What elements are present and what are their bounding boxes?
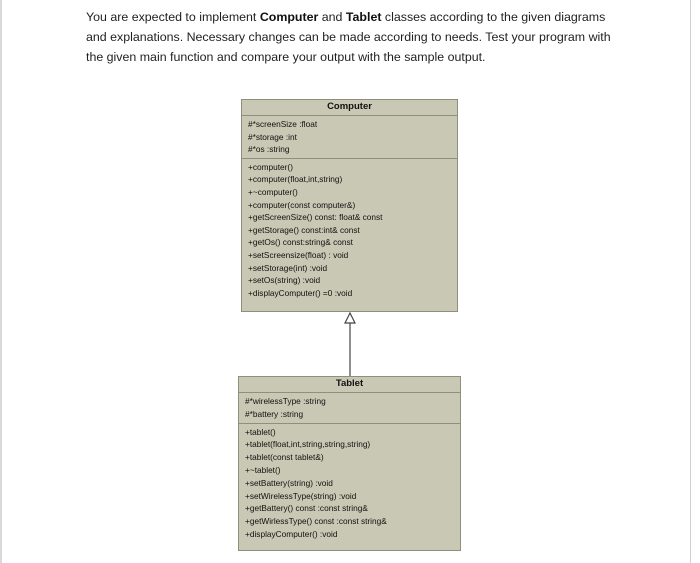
tablet-method: +displayComputer() :void — [245, 528, 338, 539]
computer-method: +getOs() const:string& const — [248, 237, 353, 248]
tablet-methods — [239, 424, 460, 541]
instructions-text: classes according to the given diagrams and explanations. Necessary changes can be made according to needs. Test your program with the given main function and compare your output with the sample output. — [86, 10, 611, 64]
computer-method: +setScreensize(float) : void — [248, 249, 349, 260]
tablet-class-name: Tablet — [239, 377, 460, 393]
tablet-method: +setWirelessType(string) :void — [245, 490, 357, 501]
tablet-method: +getWirlessType() const :const string& — [245, 516, 387, 527]
inheritance-arrow — [330, 312, 370, 376]
tablet-method: +~tablet() — [245, 464, 281, 475]
tablet-attribute: #*wirelessType :string — [245, 396, 326, 406]
computer-attribute: #*screenSize :float — [248, 119, 318, 129]
tablet-attributes — [239, 393, 460, 424]
class-name-emphasis: Tablet — [345, 10, 382, 24]
computer-attribute: #*storage :int — [248, 131, 297, 142]
computer-method: +~computer() — [248, 186, 298, 197]
computer-method: +computer(const computer&) — [248, 199, 356, 210]
computer-method: +computer(float,int,string) — [248, 174, 343, 185]
page-right-edge — [690, 0, 691, 563]
tablet-attribute: #*battery :string — [245, 408, 304, 419]
computer-attributes — [242, 116, 457, 159]
tablet-method: +getBattery() const :const string& — [245, 503, 368, 514]
computer-attribute: #*os :string — [248, 144, 290, 155]
computer-class-name: Computer — [242, 100, 457, 116]
instructions-text: You are expected to implement — [86, 10, 260, 24]
computer-method: +setStorage(int) :void — [248, 262, 328, 273]
instructions-paragraph — [86, 7, 626, 67]
tablet-method: +setBattery(string) :void — [245, 477, 333, 488]
page-left-edge — [0, 0, 2, 563]
computer-class-box — [241, 99, 458, 312]
tablet-method: +tablet(float,int,string,string,string) — [245, 439, 371, 450]
computer-method: +computer() — [248, 161, 293, 172]
computer-method: +displayComputer() =0 :void — [248, 287, 353, 298]
computer-method: +getScreenSize() const: float& const — [248, 212, 383, 223]
tablet-method: +tablet(const tablet&) — [245, 452, 324, 463]
class-name-emphasis: Computer — [259, 10, 319, 24]
inheritance-arrowhead — [345, 313, 355, 323]
computer-method: +setOs(string) :void — [248, 275, 321, 286]
instructions-text: and — [318, 10, 346, 24]
tablet-method: +tablet() — [245, 426, 276, 437]
computer-method: +getStorage() const:int& const — [248, 224, 360, 235]
computer-methods — [242, 159, 457, 300]
tablet-class-box — [238, 376, 461, 551]
